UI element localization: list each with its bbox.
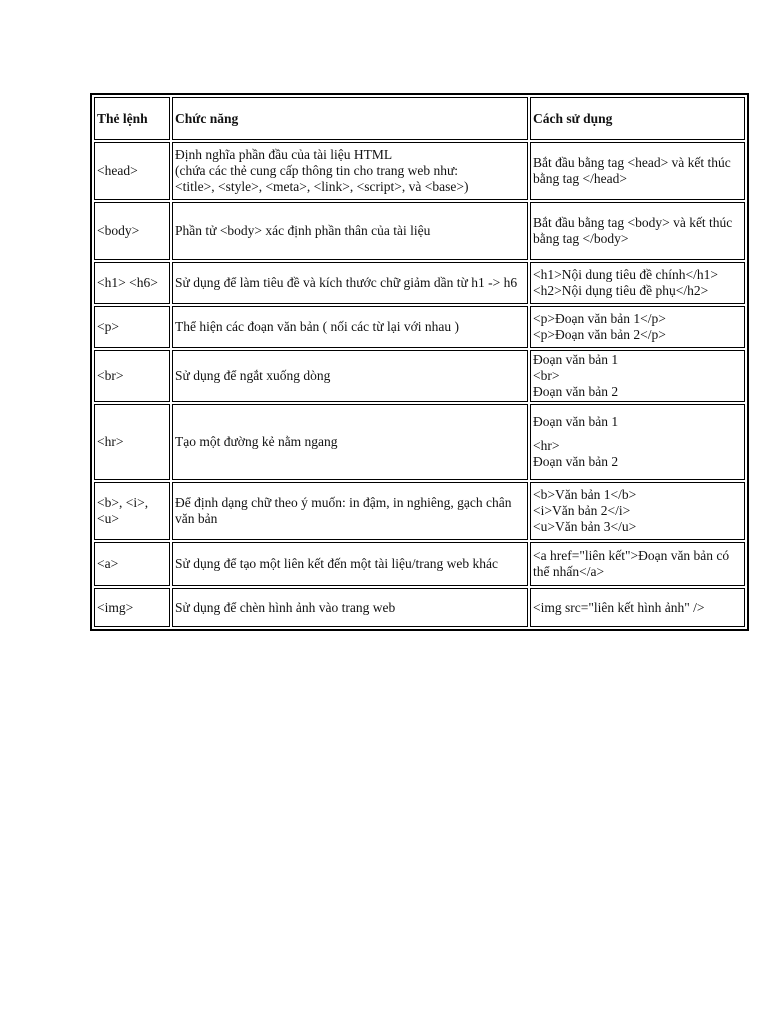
cell-line: <h2>Nội dụng tiêu đề phụ</h2>	[533, 283, 709, 298]
table-row	[94, 482, 745, 540]
cell-tag: <b>, <i>, <u>	[94, 482, 170, 540]
table-row	[94, 588, 745, 627]
cell-usage	[530, 350, 745, 402]
cell-function	[172, 142, 528, 200]
cell-line: Bắt đầu bằng tag <body> và kết thúc bằng tag </body>	[533, 215, 733, 246]
cell-usage	[530, 542, 745, 586]
cell-tag: <body>	[94, 202, 170, 260]
cell-line: Sử dụng để ngắt xuống dòng	[175, 368, 331, 383]
cell-function	[172, 202, 528, 260]
header-tag: Thẻ lệnh	[94, 97, 170, 140]
cell-line: <title>, <style>, <meta>, <link>, <script>, và <base>)	[175, 179, 469, 194]
table-row	[94, 262, 745, 304]
cell-line: <i>Văn bản 2</i>	[533, 503, 631, 518]
cell-tag: <a>	[94, 542, 170, 586]
cell-line: <a href="liên kết">Đoạn văn bản có thể nhấn</a>	[533, 548, 730, 579]
cell-line: Đoạn văn bản 2	[533, 454, 619, 469]
cell-usage	[530, 306, 745, 348]
header-usage: Cách sử dụng	[530, 97, 745, 140]
table-row	[94, 542, 745, 586]
html-tag-table	[90, 93, 749, 631]
cell-function	[172, 404, 528, 480]
cell-line: <h1>Nội dung tiêu đề chính</h1>	[533, 267, 718, 282]
cell-usage	[530, 142, 745, 200]
cell-usage	[530, 202, 745, 260]
cell-usage	[530, 262, 745, 304]
cell-line: Đoạn văn bản 1	[533, 414, 619, 429]
cell-function	[172, 350, 528, 402]
cell-line: Đoạn văn bản 1	[533, 352, 619, 367]
cell-line: Để định dạng chữ theo ý muốn: in đậm, in nghiêng, gạch chân văn bản	[175, 495, 512, 526]
table-row	[94, 350, 745, 402]
cell-function	[172, 262, 528, 304]
cell-line: Sử dụng để làm tiêu đề và kích thước chữ giảm dần từ h1 -> h6	[175, 275, 518, 290]
cell-line: <br>	[533, 368, 560, 383]
line-gap	[533, 430, 742, 438]
cell-tag: <head>	[94, 142, 170, 200]
cell-usage	[530, 588, 745, 627]
cell-line: <b>Văn bản 1</b>	[533, 487, 637, 502]
cell-usage	[530, 482, 745, 540]
cell-line: Sử dụng để chèn hình ảnh vào trang web	[175, 599, 396, 615]
cell-line: Tạo một đường kẻ nằm ngang	[175, 434, 338, 449]
cell-line: Đoạn văn bản 2	[533, 384, 619, 399]
cell-function	[172, 482, 528, 540]
cell-line: <img src="liên kết hình ảnh" />	[533, 599, 705, 615]
cell-tag: <hr>	[94, 404, 170, 480]
table-row	[94, 404, 745, 480]
cell-line: <u>Văn bản 3</u>	[533, 519, 637, 534]
cell-tag: <img>	[94, 588, 170, 627]
cell-tag: <p>	[94, 306, 170, 348]
cell-function	[172, 542, 528, 586]
cell-tag: <br>	[94, 350, 170, 402]
table-row	[94, 142, 745, 200]
table-row	[94, 306, 745, 348]
cell-function	[172, 306, 528, 348]
cell-function	[172, 588, 528, 627]
header-function: Chức năng	[172, 97, 528, 140]
cell-line: Phần tử <body> xác định phần thân của tài liệu	[175, 223, 431, 238]
cell-usage	[530, 404, 745, 480]
table-header-row	[94, 97, 745, 140]
cell-line: <hr>	[533, 438, 560, 453]
table-row	[94, 202, 745, 260]
cell-line: (chứa các thẻ cung cấp thông tin cho trang web như:	[175, 163, 459, 178]
cell-tag: <h1> <h6>	[94, 262, 170, 304]
cell-line: Thể hiện các đoạn văn bản ( nối các từ lại với nhau )	[175, 319, 459, 334]
cell-line: Định nghĩa phần đầu của tài liệu HTML	[175, 147, 393, 162]
cell-line: <p>Đoạn văn bản 1</p>	[533, 311, 666, 326]
cell-line: Bắt đầu bằng tag <head> và kết thúc bằng tag </head>	[533, 155, 731, 186]
cell-line: <p>Đoạn văn bản 2</p>	[533, 327, 666, 342]
cell-line: Sử dụng để tạo một liên kết đến một tài liệu/trang web khác	[175, 556, 498, 571]
